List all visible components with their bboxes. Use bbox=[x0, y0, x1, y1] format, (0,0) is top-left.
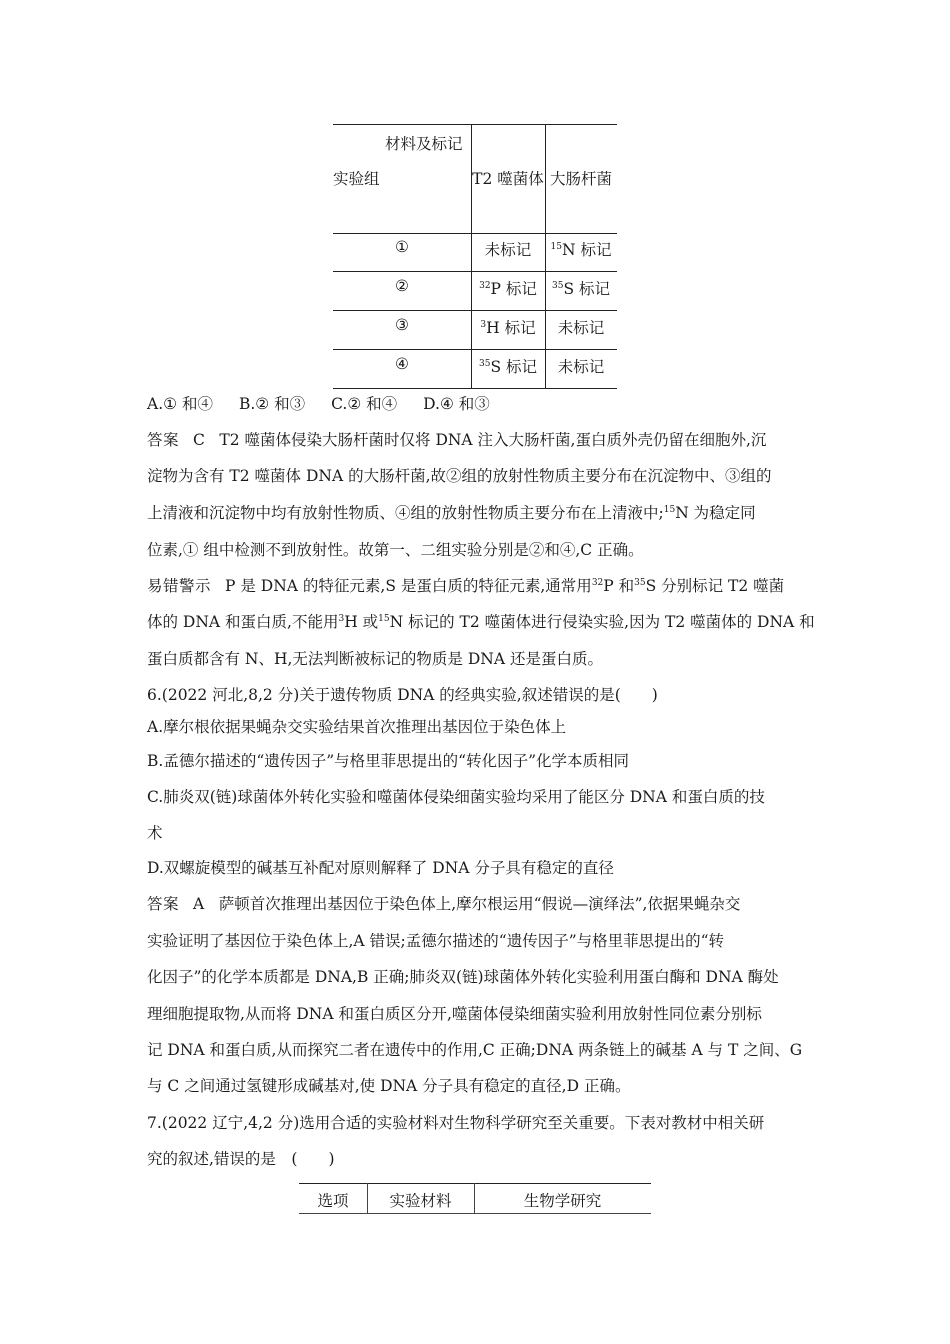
q5-options bbox=[147, 394, 490, 414]
q6-option-b: B.孟德尔描述的“遗传因子”与格里菲思提出的“转化因子”化学本质相同 bbox=[147, 752, 630, 770]
paragraph-line: 体的 DNA 和蛋白质,不能用$^3$H 或$^{15}$N 标记的 T2 噬菌体进行侵染实验,因为 T2 噬菌体的 DNA 和 bbox=[147, 613, 815, 631]
table-rule bbox=[333, 310, 617, 311]
paragraph-line: 理细胞提取物,从而将 DNA 和蛋白质区分开,噬菌体侵染细菌实验利用放射性同位素分别标 bbox=[147, 1005, 762, 1023]
table-rule-top bbox=[333, 124, 617, 125]
answer-label: 答案 bbox=[147, 431, 180, 449]
table-rule bbox=[333, 349, 617, 350]
table-rule-top bbox=[299, 1183, 651, 1184]
table-rule-bottom bbox=[333, 388, 617, 389]
header-phage: T2 噬菌体 bbox=[472, 170, 544, 188]
phage-cell: $^{32}$P 标记 bbox=[479, 280, 537, 298]
option-b: B.② 和③ bbox=[238, 395, 306, 413]
q6-option-d: D.双螺旋模型的碱基互补配对原则解释了 DNA 分子具有稳定的直径 bbox=[147, 859, 614, 877]
paragraph-line: 上清液和沉淀物中均有放射性物质、④组的放射性物质主要分布在上清液中;$^{15}$N 为稳定同 bbox=[147, 504, 756, 522]
option-a: A.① 和④ bbox=[147, 395, 213, 413]
paragraph-line: 化因子”的化学本质都是 DNA,B 正确;肺炎双(链)球菌体外转化实验利用蛋白酶和 DNA 酶处 bbox=[147, 968, 779, 986]
answer-letter: C bbox=[193, 431, 206, 449]
table-rule-header bbox=[333, 233, 617, 234]
paragraph-line: 记 DNA 和蛋白质,从而探究二者在遗传中的作用,C 正确;DNA 两条链上的碱基 A 与 T 之间、G bbox=[147, 1041, 803, 1059]
q6-option-c: C.肺炎双(链)球菌体外转化实验和噬菌体侵染细菌实验均采用了能区分 DNA 和蛋白质的技 bbox=[147, 788, 765, 806]
warning-label: 易错警示 bbox=[147, 577, 212, 595]
paragraph-line: 与 C 之间通过氢键形成碱基对,使 DNA 分子具有稳定的直径,D 正确。 bbox=[147, 1077, 631, 1095]
paragraph-line: 蛋白质都含有 N、H,无法判断被标记的物质是 DNA 还是蛋白质。 bbox=[147, 650, 603, 668]
option-c: C.② 和④ bbox=[331, 395, 398, 413]
header-bacteria: 大肠杆菌 bbox=[549, 170, 612, 188]
q7-stem: 7.(2022 辽宁,4,2 分)选用合适的实验材料对生物科学研究至关重要。下表对教材中相关研 bbox=[147, 1114, 765, 1132]
q6-option-a: A.摩尔根依据果蝇杂交实验结果首次推理出基因位于染色体上 bbox=[147, 718, 567, 736]
table-rule bbox=[333, 271, 617, 272]
bacteria-cell: $^{15}$N 标记 bbox=[550, 241, 612, 259]
phage-cell: $^{35}$S 标记 bbox=[479, 358, 537, 376]
group-cell: ③ bbox=[395, 316, 409, 334]
phage-cell: 未标记 bbox=[484, 241, 532, 259]
header-material: 实验材料 bbox=[389, 1192, 452, 1210]
bacteria-cell: 未标记 bbox=[557, 319, 605, 337]
answer-label: 答案 bbox=[147, 895, 180, 913]
header-group: 实验组 bbox=[333, 170, 380, 188]
phage-cell: $^3$H 标记 bbox=[480, 319, 536, 337]
header-research: 生物学研究 bbox=[523, 1192, 602, 1210]
group-cell: ② bbox=[395, 277, 409, 295]
labeling-table bbox=[333, 124, 617, 389]
q6-option-c-cont: 术 bbox=[147, 824, 163, 842]
materials-table bbox=[299, 1183, 651, 1213]
q5-answer-line: 答案 C T2 噬菌体侵染大肠杆菌时仅将 DNA 注入大肠杆菌,蛋白质外壳仍留在细胞外,沉 bbox=[147, 431, 767, 449]
header-materials: 材料及标记 bbox=[385, 135, 463, 153]
group-cell: ① bbox=[395, 238, 409, 256]
group-cell: ④ bbox=[395, 355, 409, 373]
q6-answer-line: 答案 A 萨顿首次推理出基因位于染色体上,摩尔根运用“假说—演绎法”,依据果蝇杂交 bbox=[147, 895, 741, 913]
option-d: D.④ 和③ bbox=[423, 395, 490, 413]
q7-stem-cont: 究的叙述,错误的是 ( ) bbox=[147, 1150, 335, 1168]
paragraph-line: 淀物为含有 T2 噬菌体 DNA 的大肠杆菌,故②组的放射性物质主要分布在沉淀物中、③组的 bbox=[147, 467, 772, 485]
answer-letter: A bbox=[193, 895, 205, 913]
header-option: 选项 bbox=[317, 1192, 349, 1210]
warning-line: 易错警示 P 是 DNA 的特征元素,S 是蛋白质的特征元素,通常用$^{32}$P 和$^{35}$S 分别标记 T2 噬菌 bbox=[147, 577, 785, 595]
bacteria-cell: 未标记 bbox=[557, 358, 605, 376]
q6-stem: 6.(2022 河北,8,2 分)关于遗传物质 DNA 的经典实验,叙述错误的是( ) bbox=[147, 686, 658, 704]
paragraph-line: 实验证明了基因位于染色体上,A 错误;孟德尔描述的“遗传因子”与格里菲思提出的“转 bbox=[147, 932, 725, 950]
paragraph-line: 位素,① 组中检测不到放射性。故第一、二组实验分别是②和④,C 正确。 bbox=[147, 541, 644, 559]
bacteria-cell: $^{35}$S 标记 bbox=[552, 280, 610, 298]
table-rule-header bbox=[299, 1213, 651, 1214]
